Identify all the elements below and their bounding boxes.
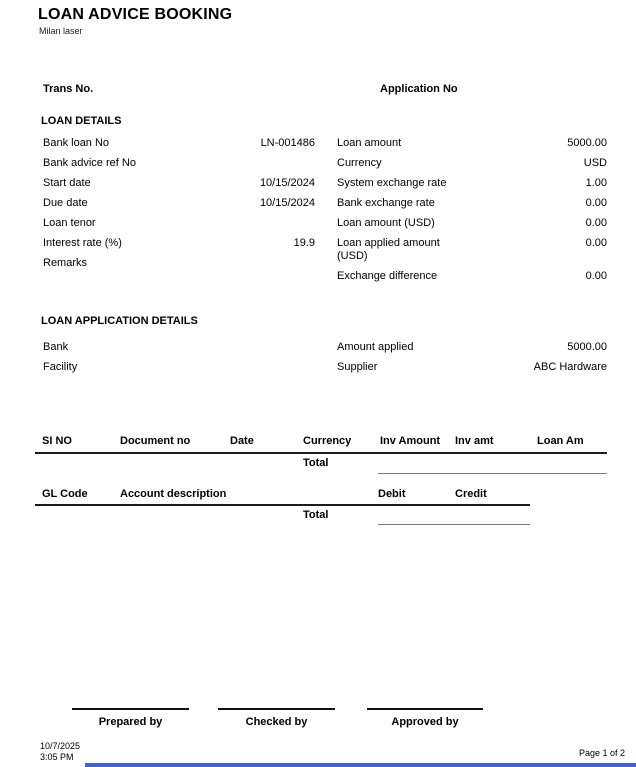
gl-col-gl-code: GL Code xyxy=(42,488,88,500)
field-row xyxy=(337,234,607,267)
gl-col-account-description: Account description xyxy=(120,488,227,500)
window-bottom-accent-bar xyxy=(85,763,636,767)
invoice-col-document-no: Document no xyxy=(120,435,191,447)
field-label: Loan amount xyxy=(337,137,402,149)
field-label: Remarks xyxy=(43,257,88,269)
company-name: Milan laser xyxy=(39,26,83,36)
gl-header-rule xyxy=(35,504,530,506)
signature-line xyxy=(367,708,483,710)
field-value: ABC Hardware xyxy=(533,361,607,373)
field-label: Currency xyxy=(337,157,382,169)
field-row xyxy=(337,174,607,194)
field-value: 1.00 xyxy=(585,177,607,189)
signature-label: Prepared by xyxy=(98,716,163,728)
field-value: 10/15/2024 xyxy=(259,197,315,209)
print-time: 3:05 PM xyxy=(40,752,74,762)
field-row xyxy=(43,254,315,274)
signature-label: Checked by xyxy=(245,716,308,728)
field-row xyxy=(43,134,315,154)
field-label: Interest rate (%) xyxy=(43,237,122,249)
field-label: Bank loan No xyxy=(43,137,110,149)
field-label: Supplier xyxy=(337,361,378,373)
gl-col-debit: Debit xyxy=(378,488,406,500)
loan-details-right-column xyxy=(337,134,607,287)
field-row xyxy=(43,154,315,174)
signature-approved-by xyxy=(367,708,483,728)
field-value: 10/15/2024 xyxy=(259,177,315,189)
field-label: Exchange difference xyxy=(337,270,438,282)
loan-details-left-column xyxy=(43,134,315,274)
gl-total-label: Total xyxy=(303,509,329,521)
field-value: 0.00 xyxy=(585,237,607,249)
field-value: 0.00 xyxy=(585,270,607,282)
field-row xyxy=(337,338,607,358)
field-label: Bank advice ref No xyxy=(43,157,136,169)
field-value: LN-001486 xyxy=(260,137,315,149)
loan-application-details-heading: LOAN APPLICATION DETAILS xyxy=(41,315,198,327)
invoice-col-date: Date xyxy=(230,435,254,447)
signature-line xyxy=(72,708,189,710)
field-label: Bank exchange rate xyxy=(337,197,435,209)
field-row xyxy=(43,214,315,234)
field-label: Loan tenor xyxy=(43,217,96,229)
signature-checked-by xyxy=(218,708,335,728)
field-row xyxy=(337,154,607,174)
invoice-col-si-no: SI NO xyxy=(42,435,72,447)
field-label: Loan amount (USD) xyxy=(337,217,435,229)
invoice-header-rule xyxy=(35,452,607,454)
field-value: 19.9 xyxy=(293,237,315,249)
field-row xyxy=(43,234,315,254)
field-row xyxy=(337,194,607,214)
field-value: 0.00 xyxy=(585,217,607,229)
report-title: LOAN ADVICE BOOKING xyxy=(38,6,233,23)
invoice-col-inv-amount: Inv Amount xyxy=(380,435,441,447)
field-row xyxy=(43,194,315,214)
print-date: 10/7/2025 xyxy=(40,741,81,751)
field-label: Loan applied amount (USD) xyxy=(337,237,440,262)
field-label: Start date xyxy=(43,177,91,189)
invoice-total-label: Total xyxy=(303,457,329,469)
application-left-column xyxy=(43,338,315,378)
field-value: USD xyxy=(583,157,607,169)
gl-col-credit: Credit xyxy=(455,488,487,500)
field-label: Facility xyxy=(43,361,78,373)
field-row xyxy=(43,338,315,358)
field-row xyxy=(337,358,607,378)
signature-prepared-by xyxy=(72,708,189,728)
field-row xyxy=(43,174,315,194)
loan-details-heading: LOAN DETAILS xyxy=(41,115,122,127)
gl-total-rule xyxy=(378,524,530,525)
invoice-col-inv-amt: Inv amt xyxy=(455,435,494,447)
application-right-column xyxy=(337,338,607,378)
field-value: 0.00 xyxy=(585,197,607,209)
invoice-total-rule xyxy=(378,473,607,474)
field-label: Amount applied xyxy=(337,341,414,353)
page-number: Page 1 of 2 xyxy=(578,748,625,758)
signature-label: Approved by xyxy=(391,716,459,728)
field-label: Due date xyxy=(43,197,88,209)
invoice-col-loan-am: Loan Am xyxy=(537,435,584,447)
signature-line xyxy=(218,708,335,710)
application-no-label: Application No xyxy=(380,83,458,95)
field-value: 5000.00 xyxy=(567,341,607,353)
field-label: System exchange rate xyxy=(337,177,447,189)
invoice-col-currency: Currency xyxy=(303,435,352,447)
trans-no-label: Trans No. xyxy=(43,83,94,95)
field-row xyxy=(337,267,607,287)
field-row xyxy=(337,214,607,234)
field-row xyxy=(43,358,315,378)
field-row xyxy=(337,134,607,154)
field-value: 5000.00 xyxy=(567,137,607,149)
field-label: Bank xyxy=(43,341,69,353)
